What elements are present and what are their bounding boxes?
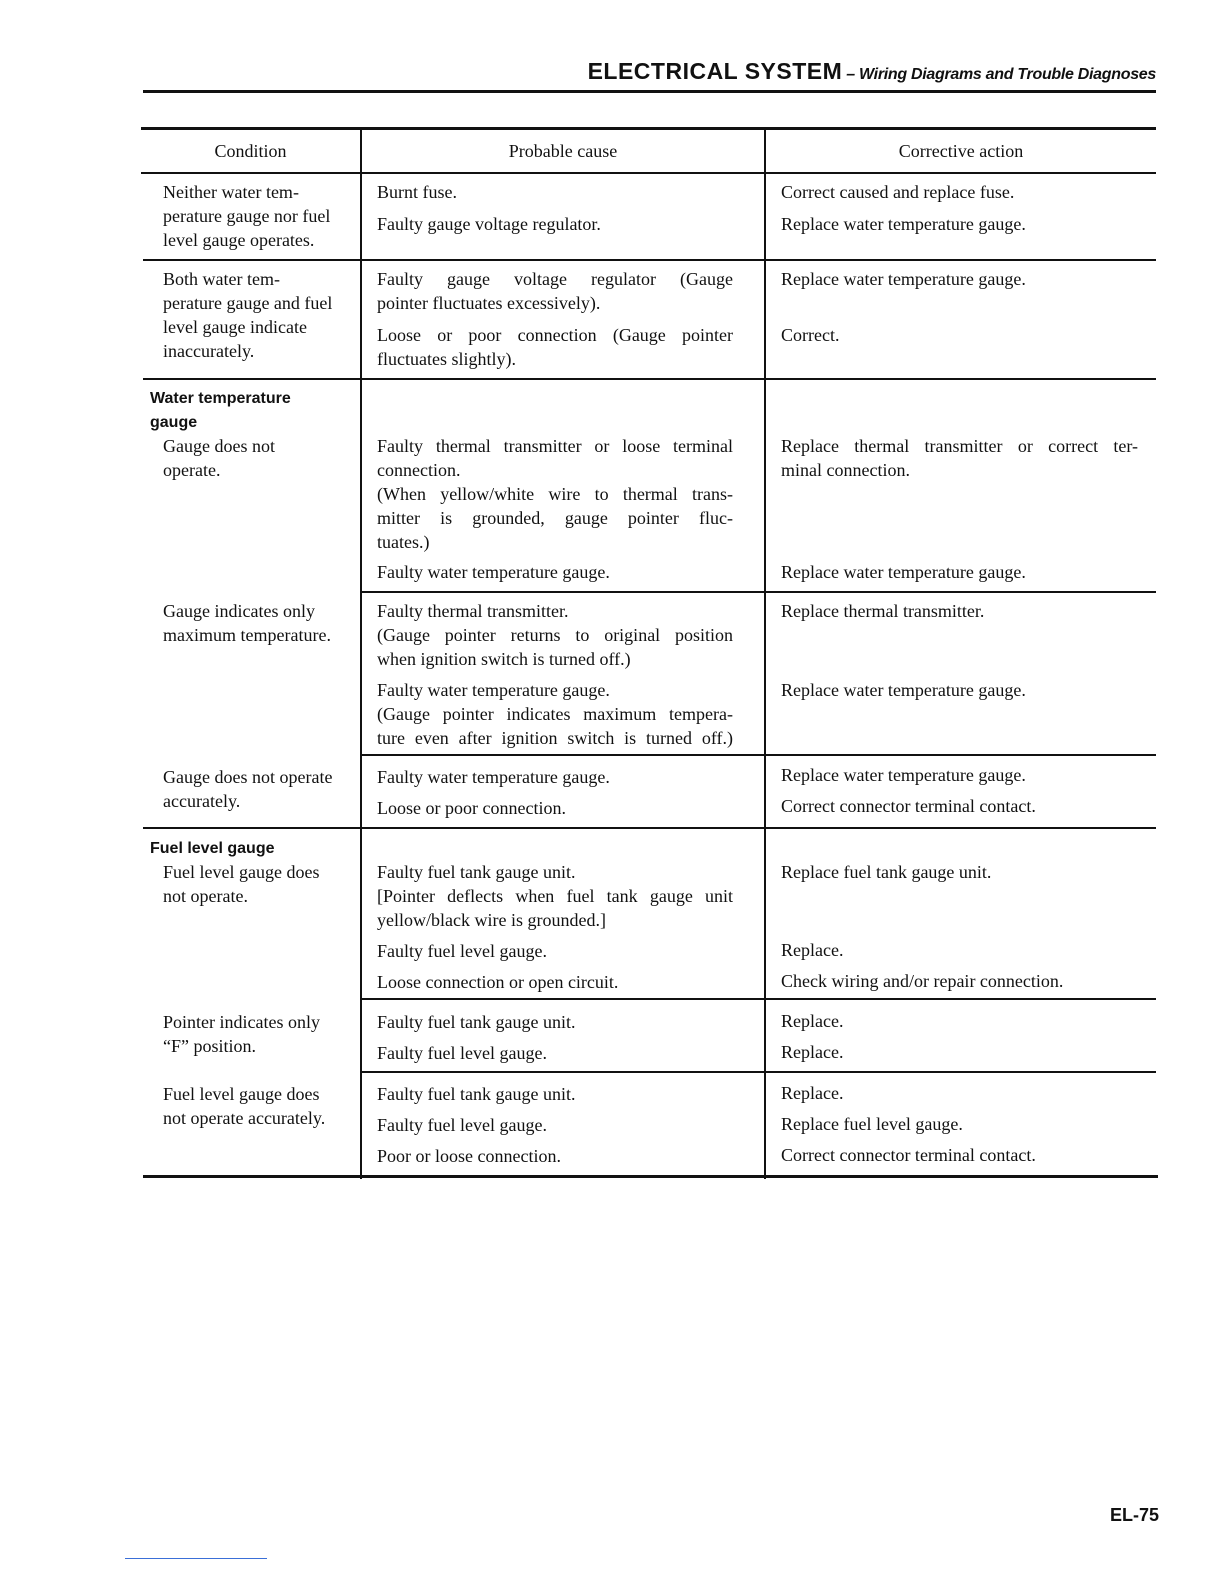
cause-text: Faulty fuel level gauge. — [377, 941, 547, 961]
row-divider — [362, 1071, 1156, 1073]
cause-text: Faulty water temperature gauge. — [377, 767, 610, 787]
action-text: Replace thermal transmitter. — [781, 601, 985, 621]
action-text: Replace. — [781, 1042, 844, 1062]
page-number: EL-75 — [1110, 1505, 1160, 1525]
cause-text: Faulty water temperature gauge. (Gauge pointer indicates maximum tempera- ture even after ignition switch is turned off.) — [377, 680, 733, 748]
column-header-action: Corrective action — [898, 141, 1024, 161]
cause-text: Faulty fuel tank gauge unit. [Pointer deflects when fuel tank gauge unit yellow/black wire is grounded.] — [377, 862, 733, 930]
page-header — [143, 58, 1156, 93]
action-text: Replace. — [781, 1011, 844, 1031]
cause-text: Faulty fuel tank gauge unit. — [377, 1012, 576, 1032]
column-divider-2 — [764, 129, 766, 1179]
cause-text: Burnt fuse. — [377, 182, 457, 202]
cause-text: Faulty gauge voltage regulator (Gauge pointer fluctuates excessively). — [377, 269, 733, 313]
action-text: Replace fuel tank gauge unit. — [781, 862, 992, 882]
action-text: Correct. — [781, 325, 840, 345]
cause-text: Faulty fuel level gauge. — [377, 1043, 547, 1063]
action-text: Replace water temperature gauge. — [781, 214, 1026, 234]
condition-text: Pointer indicates only “F” position. — [163, 1012, 320, 1056]
row-divider — [143, 259, 1156, 261]
action-text: Replace thermal transmitter or correct ter- minal connection. — [781, 436, 1138, 480]
column-header-condition: Condition — [214, 141, 287, 161]
condition-text: Gauge does not operate. — [163, 436, 275, 480]
column-header-cause: Probable cause — [508, 141, 618, 161]
action-text: Replace. — [781, 940, 844, 960]
section-label-water-temperature: Water temperature gauge — [150, 390, 291, 431]
table-bottom-rule — [143, 1175, 1158, 1178]
action-text: Replace water temperature gauge. — [781, 269, 1026, 289]
cause-text: Faulty water temperature gauge. — [377, 562, 610, 582]
condition-text: Fuel level gauge does not operate accurately. — [163, 1084, 326, 1128]
cause-text: Faulty thermal transmitter or loose terminal connection. (When yellow/white wire to thermal trans- mitter is grounded, gauge pointer fluc- tuates.) — [377, 436, 733, 552]
row-divider — [362, 591, 1156, 593]
header-rule — [141, 172, 1156, 174]
action-text: Replace water temperature gauge. — [781, 680, 1026, 700]
cause-text: Faulty fuel tank gauge unit. — [377, 1084, 576, 1104]
condition-text: Fuel level gauge does not operate. — [163, 862, 320, 906]
cause-text: Loose connection or open circuit. — [377, 972, 619, 992]
condition-text: Gauge does not operate accurately. — [163, 767, 333, 811]
cause-text: Faulty fuel level gauge. — [377, 1115, 547, 1135]
condition-text: Both water tem- perature gauge and fuel level gauge indicate inaccurately. — [163, 269, 333, 361]
row-divider — [362, 754, 1156, 756]
row-divider — [143, 378, 1156, 380]
section-subtitle: – Wiring Diagrams and Trouble Diagnoses — [846, 66, 1156, 83]
cause-text: Loose or poor connection (Gauge pointer fluctuates slightly). — [377, 325, 733, 369]
cause-text: Faulty gauge voltage regulator. — [377, 214, 601, 234]
action-text: Correct connector terminal contact. — [781, 796, 1036, 816]
section-title: ELECTRICAL SYSTEM — [587, 58, 843, 84]
action-text: Correct caused and replace fuse. — [781, 182, 1015, 202]
table-top-rule — [141, 127, 1156, 130]
section-label-fuel-level: Fuel level gauge — [150, 840, 275, 857]
action-text: Replace. — [781, 1083, 844, 1103]
cause-text: Faulty thermal transmitter. (Gauge pointer returns to original position when ignition switch is turned off.) — [377, 601, 733, 669]
cause-text: Loose or poor connection. — [377, 798, 566, 818]
action-text: Correct connector terminal contact. — [781, 1145, 1036, 1165]
footer-rule — [125, 1558, 267, 1559]
condition-text: Gauge indicates only maximum temperature. — [163, 601, 331, 645]
column-divider-1 — [360, 129, 362, 1179]
action-text: Replace water temperature gauge. — [781, 765, 1026, 785]
condition-text: Neither water tem- perature gauge nor fuel level gauge operates. — [163, 182, 331, 250]
row-divider — [362, 998, 1156, 1000]
cause-text: Poor or loose connection. — [377, 1146, 561, 1166]
action-text: Replace fuel level gauge. — [781, 1114, 963, 1134]
row-divider — [143, 827, 1156, 829]
action-text: Replace water temperature gauge. — [781, 562, 1026, 582]
action-text: Check wiring and/or repair connection. — [781, 971, 1064, 991]
